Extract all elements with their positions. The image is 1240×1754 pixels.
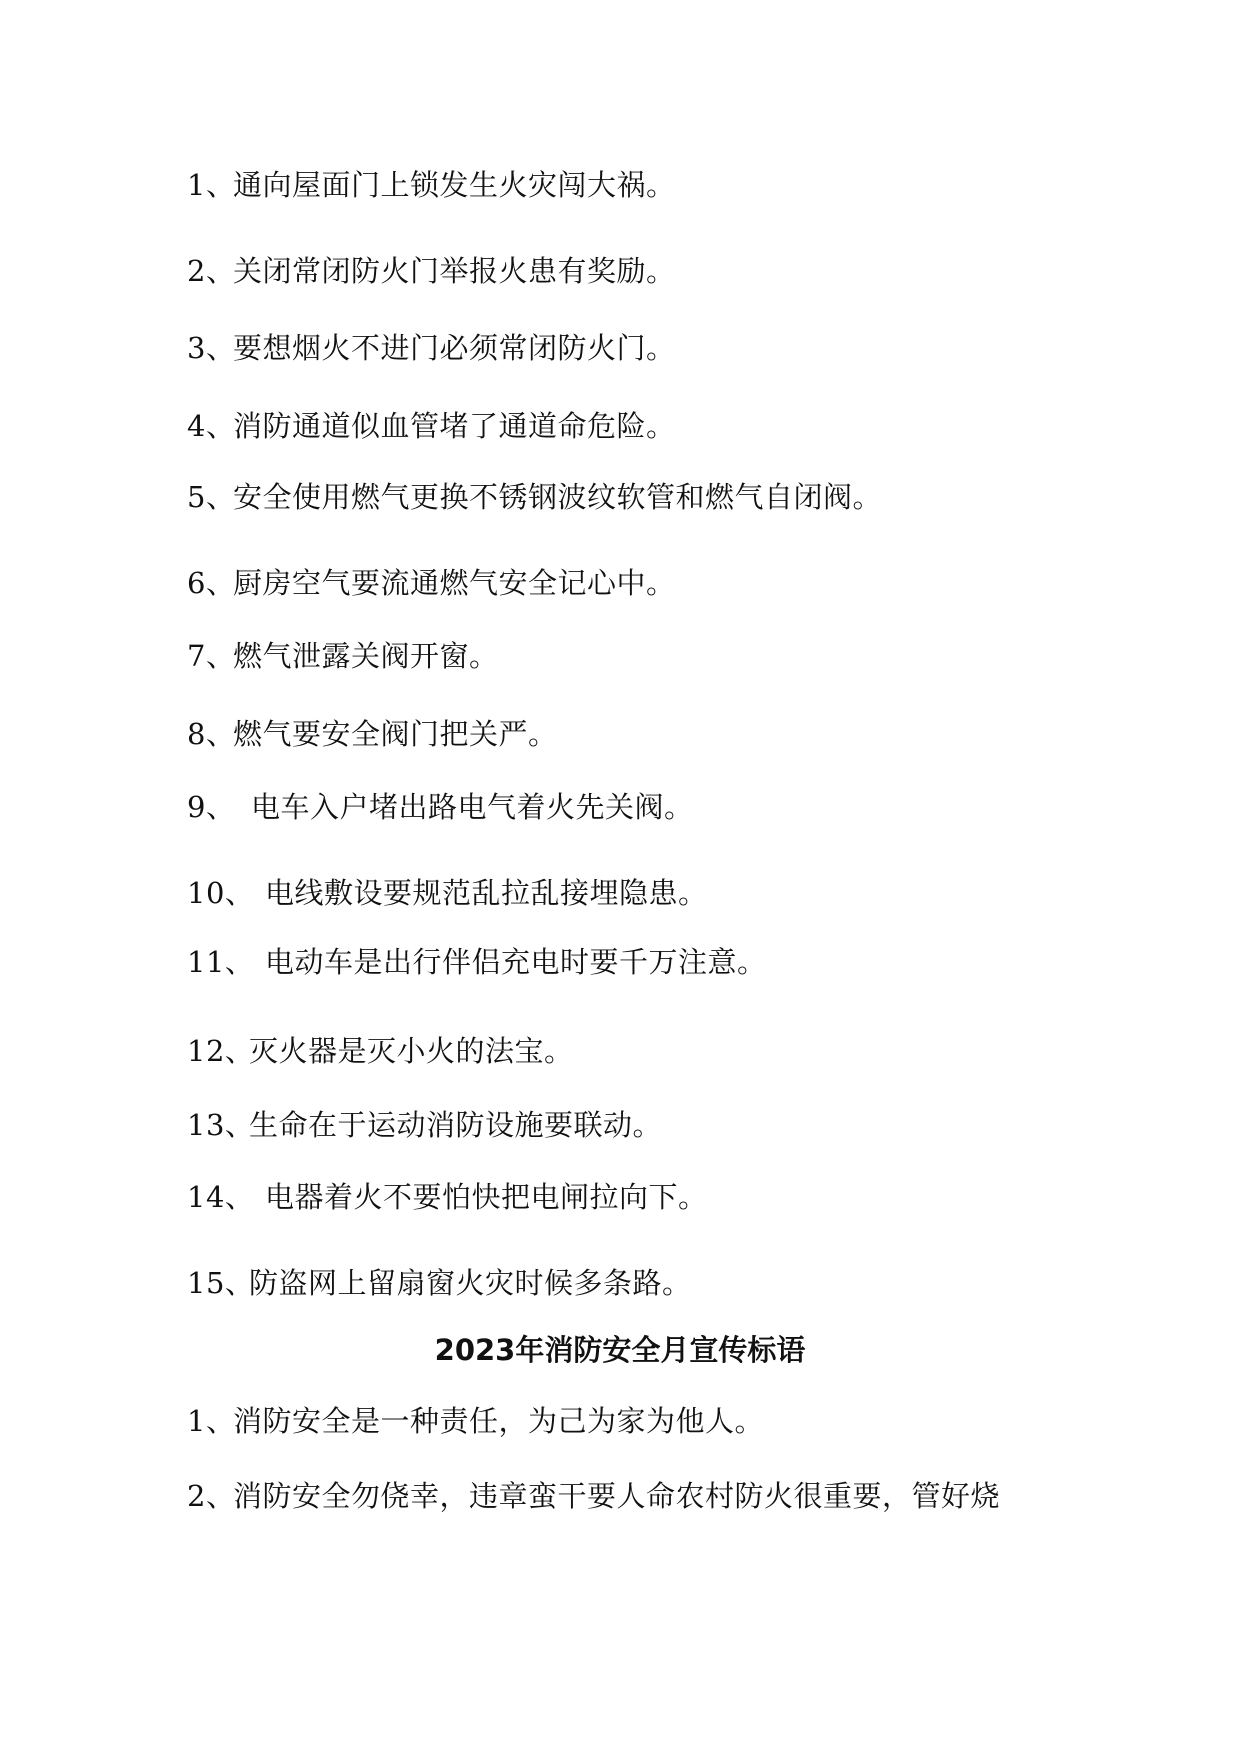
slogan-item bbox=[187, 565, 676, 601]
slogan-item bbox=[187, 167, 676, 203]
slogan-item bbox=[187, 408, 676, 444]
item-text: 电线敷设要规范乱拉乱接埋隐患。 bbox=[265, 876, 708, 910]
slogan-item bbox=[187, 479, 882, 515]
slogan-item bbox=[187, 789, 694, 825]
item-text: 防盗网上留扇窗火灾时候多条路。 bbox=[249, 1266, 692, 1300]
slogan-item bbox=[187, 638, 499, 674]
item-number: 3、 bbox=[187, 331, 236, 365]
item-text: 厨房空气要流通燃气安全记心中。 bbox=[233, 566, 676, 600]
item-text: 燃气要安全阀门把关严。 bbox=[233, 717, 558, 751]
slogan-item bbox=[187, 1403, 764, 1439]
item-number: 2、 bbox=[187, 254, 236, 288]
slogan-item bbox=[187, 875, 708, 911]
item-text: 生命在于运动消防设施要联动。 bbox=[249, 1108, 663, 1142]
item-text: 电车入户堵出路电气着火先关阀。 bbox=[251, 790, 694, 824]
item-number: 5、 bbox=[187, 480, 236, 514]
item-number: 6、 bbox=[187, 566, 236, 600]
item-number: 4、 bbox=[187, 409, 236, 443]
item-text: 电器着火不要怕快把电闸拉向下。 bbox=[265, 1180, 708, 1214]
item-number: 2、 bbox=[187, 1479, 236, 1513]
item-text: 消防安全是一种责任，为己为家为他人。 bbox=[233, 1404, 765, 1438]
item-number: 15、 bbox=[187, 1266, 255, 1300]
item-text: 燃气泄露关阀开窗。 bbox=[233, 639, 499, 673]
item-number: 10、 bbox=[187, 876, 255, 910]
slogan-item bbox=[187, 1179, 708, 1215]
slogan-item bbox=[187, 1478, 1000, 1514]
item-number: 11、 bbox=[187, 945, 255, 979]
item-text: 灭火器是灭小火的法宝。 bbox=[249, 1034, 574, 1068]
item-number: 12、 bbox=[187, 1034, 255, 1068]
item-text: 消防安全勿侥幸，违章蛮干要人命农村防火很重要，管好烧 bbox=[233, 1479, 1001, 1513]
item-number: 9、 bbox=[187, 790, 236, 824]
item-number: 14、 bbox=[187, 1180, 255, 1214]
item-number: 8、 bbox=[187, 717, 236, 751]
item-number: 1、 bbox=[187, 168, 236, 202]
item-text: 安全使用燃气更换不锈钢波纹软管和燃气自闭阀。 bbox=[233, 480, 883, 514]
item-text: 消防通道似血管堵了通道命危险。 bbox=[233, 409, 676, 443]
item-number: 7、 bbox=[187, 639, 236, 673]
slogan-item bbox=[187, 330, 676, 366]
slogan-item bbox=[187, 1107, 662, 1143]
slogan-item bbox=[187, 1033, 574, 1069]
item-text: 要想烟火不进门必须常闭防火门。 bbox=[233, 331, 676, 365]
item-text: 关闭常闭防火门举报火患有奖励。 bbox=[233, 254, 676, 288]
section-heading: 2023年消防安全月宣传标语 bbox=[434, 1333, 806, 1367]
slogan-item bbox=[187, 716, 558, 752]
slogan-item bbox=[187, 253, 676, 289]
item-number: 1、 bbox=[187, 1404, 236, 1438]
item-text: 电动车是出行伴侣充电时要千万注意。 bbox=[265, 945, 767, 979]
item-number: 13、 bbox=[187, 1108, 255, 1142]
item-text: 通向屋面门上锁发生火灾闯大祸。 bbox=[233, 168, 676, 202]
slogan-item bbox=[187, 944, 767, 980]
slogan-item bbox=[187, 1265, 692, 1301]
